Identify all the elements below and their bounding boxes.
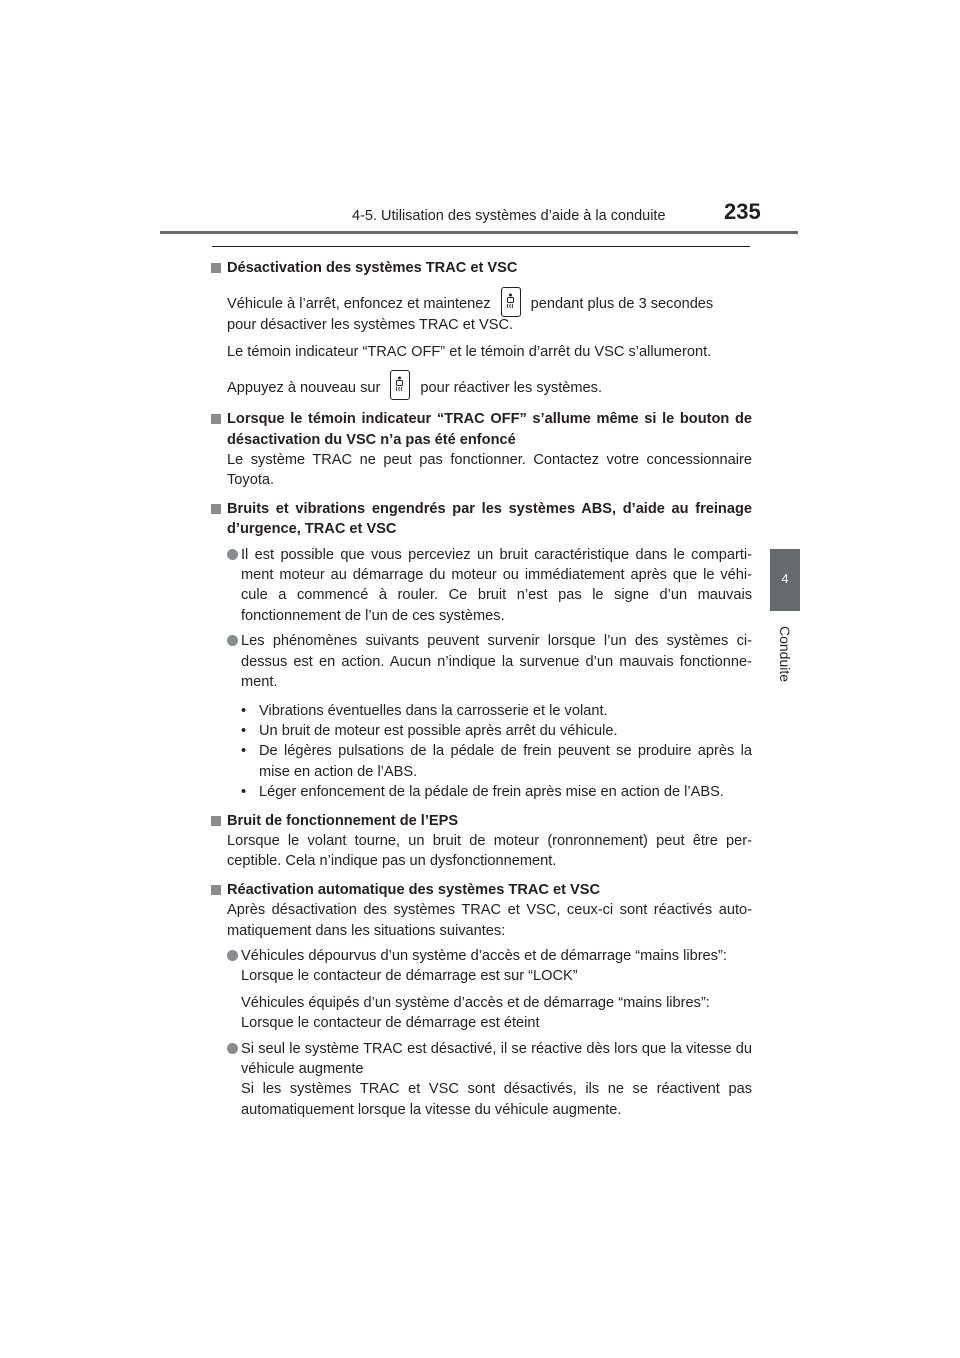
- sub-list-item: • Un bruit de moteur est possible après arrêt du véhicule.: [241, 722, 618, 739]
- paragraph: Après désactivation des systèmes TRAC et VSC, ceux-ci sont réactivés auto-matiquement dans les situations suivantes:: [227, 902, 752, 939]
- circle-bullet-icon: [227, 950, 238, 961]
- list-item: [211, 1039, 752, 1121]
- paragraph: [211, 373, 752, 403]
- square-icon: [211, 504, 221, 514]
- sub-list-item-text: Un bruit de moteur est possible après arrêt du véhicule.: [259, 722, 618, 739]
- sub-list-item: • Vibrations éventuelles dans la carrosserie et le volant.: [241, 702, 608, 719]
- square-icon: [211, 885, 221, 895]
- list-item-text: Véhicules dépourvus d’un système d’accès et de démarrage “mains libres”:: [241, 947, 727, 964]
- sub-list-item: • De légères pulsations de la pédale de frein peuvent se produire après la mise en action de l’ABS.: [241, 743, 752, 780]
- list-item: [211, 631, 752, 692]
- circle-bullet-icon: [227, 635, 238, 646]
- sub-list-item: • Léger enfoncement de la pédale de frein après mise en action de l’ABS.: [241, 784, 724, 801]
- section-heading-text: Réactivation automatique des systèmes TRAC et VSC: [227, 881, 601, 898]
- page-number: 235: [724, 199, 761, 224]
- square-icon: [211, 816, 221, 826]
- paragraph-text: Véhicule à l’arrêt, enfoncez et maintenez: [227, 296, 491, 313]
- section-heading-text: Lorsque le témoin indicateur “TRAC OFF” s’allume même si le bouton de désactivation du VSC n’a pas été enfoncé: [227, 411, 752, 448]
- paragraph: pour désactiver les systèmes TRAC et VSC.: [227, 317, 514, 334]
- chapter-tab-number: 4: [781, 571, 789, 586]
- paragraph-text: pour réactiver les systèmes.: [420, 380, 603, 397]
- paragraph-text: pendant plus de 3 secondes: [530, 296, 714, 313]
- content-rule: [212, 246, 750, 247]
- sub-list: [211, 701, 752, 803]
- list-item-text: Lorsque le contacteur de démarrage est éteint: [241, 1015, 540, 1032]
- sub-list-item-text: Vibrations éventuelles dans la carrosserie et le volant.: [259, 702, 608, 719]
- list-item-text: Les phénomènes suivants peuvent survenir lorsque l’un des systèmes ci-dessus est en action. Aucun n’indique la survenue d’un mauvais fonctionne-ment.: [241, 633, 752, 691]
- circle-bullet-icon: [227, 549, 238, 560]
- section-heading: [211, 409, 752, 450]
- vsc-off-button-icon: [390, 370, 410, 400]
- square-icon: [211, 263, 221, 273]
- page-content: [211, 258, 752, 1120]
- section-heading: [211, 499, 752, 540]
- list-item-text: Si les systèmes TRAC et VSC sont désactivés, ils ne se réactivent pas automatiquement lorsque la vitesse du véhicule augmente.: [241, 1081, 752, 1118]
- paragraph: Le système TRAC ne peut pas fonctionner. Contactez votre concessionnaire Toyota.: [227, 452, 752, 489]
- sub-list-item-text: Léger enfoncement de la pédale de frein après mise en action de l’ABS.: [259, 784, 724, 801]
- paragraph: Lorsque le volant tourne, un bruit de moteur (ronronnement) peut être per-ceptible. Cela n’indique pas un dysfonctionnement.: [227, 832, 752, 870]
- list-item-text: Lorsque le contacteur de démarrage est sur “LOCK”: [241, 968, 578, 985]
- list-item-text: Véhicules équipés d’un système d’accès et de démarrage “mains libres”:: [241, 994, 710, 1011]
- list-item: [211, 545, 752, 627]
- section-heading-text: Bruit de fonctionnement de l’EPS: [227, 812, 459, 829]
- square-icon: [211, 414, 221, 424]
- paragraph: Le témoin indicateur “TRAC OFF” et le témoin d’arrêt du VSC s’allumeront.: [227, 343, 712, 360]
- list-item-text: Il est possible que vous perceviez un bruit caractéristique dans le comparti-ment moteur au démarrage du moteur ou immédiatement après que le véhi-cule a commencé à rouler. Ce bruit n’est pas le signe d’un mauvais fonctionnement de l’un de ces systèmes.: [241, 546, 752, 624]
- section-heading: [211, 880, 752, 900]
- header-rule: [160, 231, 798, 234]
- header-section-title: 4-5. Utilisation des systèmes d’aide à la conduite: [352, 208, 666, 224]
- list-item: [211, 946, 752, 1034]
- section-heading-text: Bruits et vibrations engendrés par les systèmes ABS, d’aide au freinage d’urgence, TRAC et VSC: [227, 500, 752, 538]
- list-item-text: Si seul le système TRAC est désactivé, il se réactive dès lors que la vitesse du véhicule augmente: [241, 1040, 752, 1077]
- section-heading: [211, 811, 752, 831]
- vsc-off-button-icon: [501, 287, 521, 317]
- circle-bullet-icon: [227, 1043, 238, 1054]
- paragraph-text: Appuyez à nouveau sur: [227, 380, 381, 397]
- section-heading-text: Désactivation des systèmes TRAC et VSC: [227, 260, 518, 276]
- sub-list-item-text: De légères pulsations de la pédale de frein peuvent se produire après la mise en action de l’ABS.: [259, 743, 752, 780]
- chapter-tab: [770, 549, 800, 611]
- section-heading: [211, 258, 752, 278]
- chapter-label: Conduite: [777, 625, 793, 683]
